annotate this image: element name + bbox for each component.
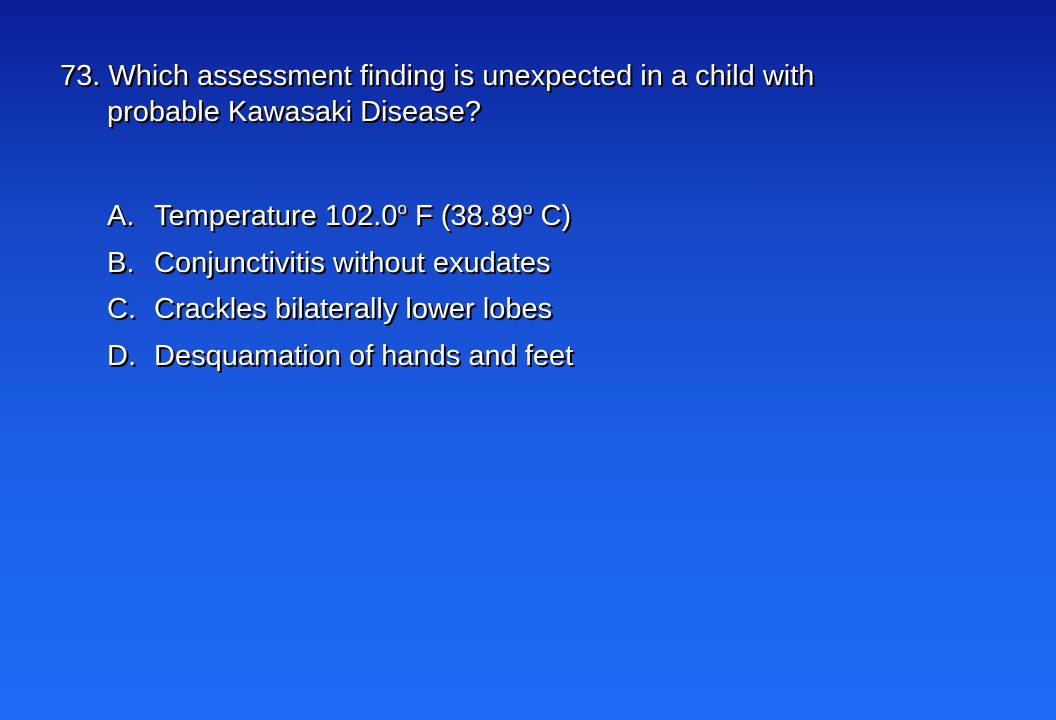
answer-option-c xyxy=(107,289,573,336)
answer-letter: D. xyxy=(107,339,136,372)
answer-letter: B. xyxy=(107,246,135,279)
answer-text-part: Temperature 102.0 xyxy=(154,200,398,232)
answer-text-part: C) xyxy=(532,200,572,232)
answer-text-part: F (38.89 xyxy=(406,200,523,232)
question-line-2: probable Kawasaki Disease? xyxy=(107,96,481,128)
question-line-1: 73. Which assessment finding is unexpected in a child with xyxy=(60,60,815,92)
answer-text: Desquamation of hands and feet xyxy=(154,339,574,372)
degree-superscript: o xyxy=(397,199,407,218)
answer-option-a xyxy=(107,196,573,243)
answer-text: Conjunctivitis without exudates xyxy=(154,246,551,279)
answer-option-d xyxy=(107,336,573,383)
answer-letter: C. xyxy=(107,293,136,325)
answer-text xyxy=(154,200,571,232)
answer-text: Crackles bilaterally lower lobes xyxy=(154,293,553,325)
answer-letter: A. xyxy=(107,200,135,232)
degree-superscript: o xyxy=(522,199,533,218)
answer-option-b xyxy=(107,243,573,290)
question-text xyxy=(60,58,960,130)
answer-list xyxy=(107,196,573,382)
